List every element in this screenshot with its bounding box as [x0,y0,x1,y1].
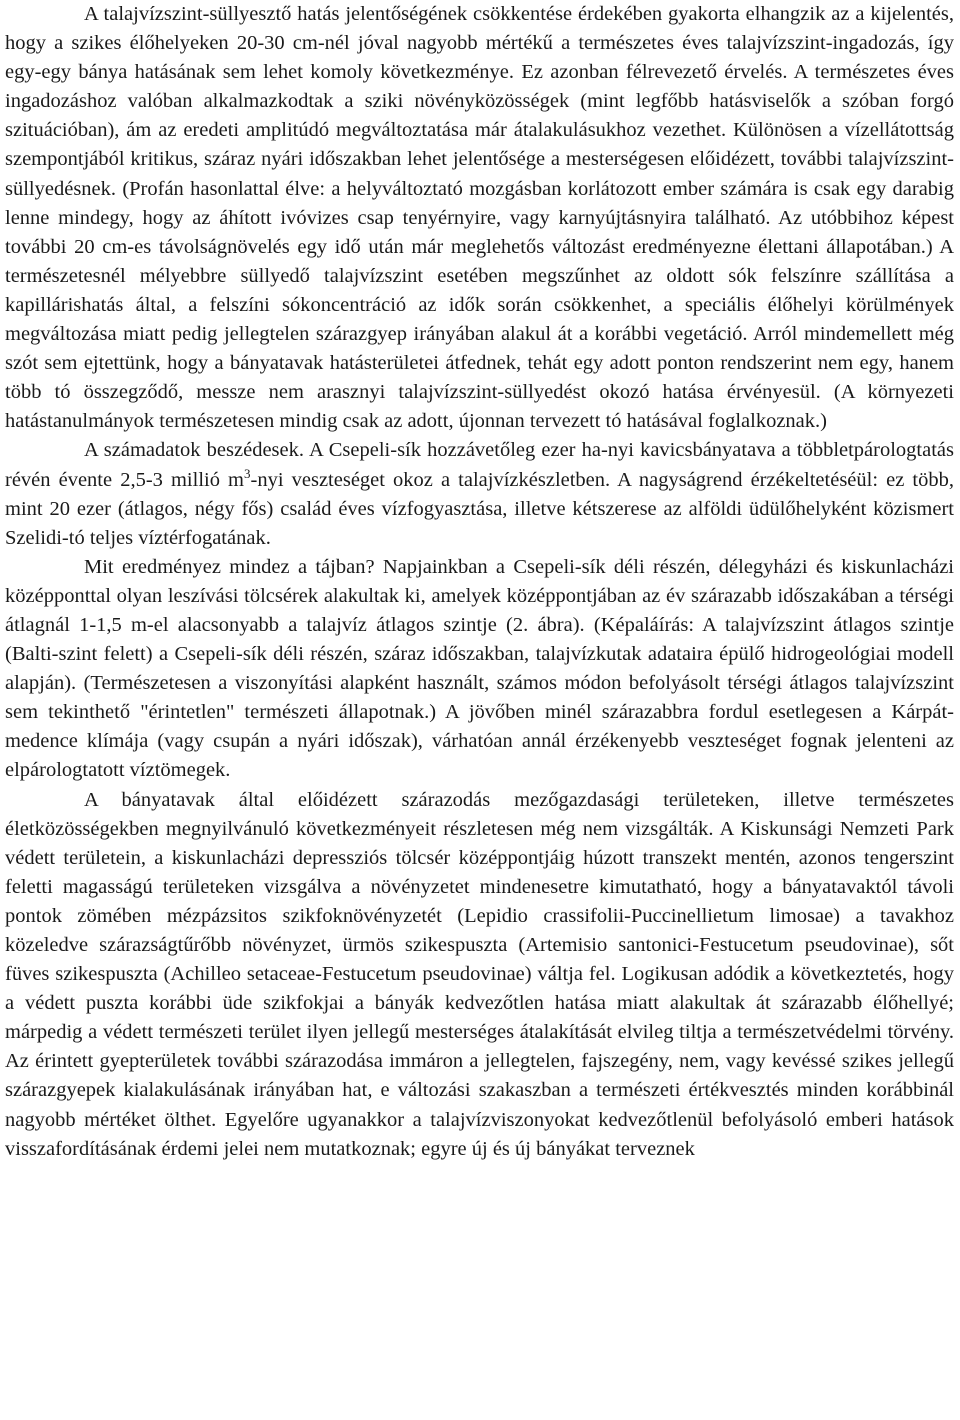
paragraph-figures-text-end: -nyi veszteséget okoz a talajvízkészletben. A nagyságrend érzékeltetéséül: ez több, mint 20 ezer (átlagos, négy fős) család éves vízfogyasztása, illetve kétszerese az alföldi üdülőhelyként közismert Szelidi-tó teljes víztérfogatának. [5,468,954,549]
paragraph-figures-text-start: A számadatok beszédesek. A Csepeli-sík hozzávetőleg ezer ha-nyi kavicsbányatava a többletpárologtatás révén évente 2,5-3 millió m [5,439,954,491]
paragraph-landscape-effects: Mit eredményez mindez a tájban? Napjainkban a Csepeli-sík déli részén, délegyházi és kiskunlacházi középponttal olyan leszívási tölcsérek alakultak ki, amelyek középpontjában az év szárazabb időszakában a térségi átlagnál 1-1,5 m-el alacsonyabb a talajvíz átlagos szintje (2. ábra). (Képaláírás: A talajvízszint átlagos szintje (Balti-szint felett) a Csepeli-sík déli részén, száraz időszakban, talajvízkutak adataira épülő hidrogeológiai modell alapján). (Természetesen a viszonyítási alapként használt, számos módon befolyásolt térségi átlagos talajvízszint sem tekinthető "érintetlen" természeti állapotnak.) A jövőben minél szárazabbra fordul esetlegesen a Kárpát-medence klímája (vagy csupán a nyári időszak), várhatóan annál érzékenyebb veszteséget fognak jelenteni az elpárologtatott víztömegek. [5,555,954,782]
paragraph-vegetation-effects: A bányatavak által előidézett szárazodás mezőgazdasági területeken, illetve természetes életközösségekben megnyilvánuló következményeit részletesen még nem vizsgálták. A Kiskunsági Nemzeti Park védett területein, a kiskunlacházi depressziós tölcsér középpontjáig húzott transzekt mentén, azonos tengerszint feletti magasságú területeken vizsgálva a növényzetet mindenesetre kimutatható, hogy a bányatavaktól távoli pontok zömében mézpázsitos szikfoknövényzetét (Lepidio crassifolii-Puccinellietum limosae) a tavakhoz közeledve szárazságtűrőbb növényzet, ürmös szikespuszta (Artemisio santonici-Festucetum pseudovinae), sőt füves szikespuszta (Achilleo setaceae-Festucetum pseudovinae) váltja fel. Logikusan adódik a következtetés, hogy a védett puszta korábbi üde szikfokjai a bányák kedvezőtlen hatása miatt alakultak át szárazabb élőhellyé; márpedig a védett természeti terület ilyen jellegű mesterséges átalakítását elvileg tiltja a természetvédelmi törvény. Az érintett gyepterületek további szárazodása immáron a jellegtelen, fajszegény, nem, vagy kevéssé szikes jellegű szárazgyepek kialakulásának irányában hat, e változási szakaszban a természeti értékvesztés minden korábbinál nagyobb mértéket ölthet. Egyelőre ugyanakkor a talajvízviszonyokat kedvezőtlenül befolyásoló emberi hatások visszafordításának érdemi jelei nem mutatkoznak; egyre új és új bányákat terveznek [5,788,954,1160]
paragraph-groundwater-fluctuation: A talajvízszint-süllyesztő hatás jelentőségének csökkentése érdekében gyakorta elhangzik az a kijelentés, hogy a szikes élőhelyeken 20-30 cm-nél jóval nagyobb mértékű a természetes éves talajvízszint-ingadozás, így egy-egy bánya hatásának sem lehet komoly következménye. Ez azonban félrevezető érvelés. A természetes éves ingadozáshoz valóban alkalmazkodtak a sziki növényközösségek (mint legfőbb hatásviselők a szóban forgó szituációban), ám az eredeti amplitúdó megváltoztatása már átalakulásukhoz vezethet. Különösen a vízellátottság szempontjából kritikus, száraz nyári időszakban lehet jelentősége a mesterségesen előidézett, további talajvízszint-süllyedésnek. (Profán hasonlattal élve: a helyváltoztató mozgásban korlátozott ember számára is csak egy darabig lenne mindegy, hogy az áhított ivóvizes csap tenyérnyire, vagy karnyújtásnyira található. Az utóbbihoz képest további 20 cm-es távolságnövelés egy idő után már meglehetős változást eredményezne élettani állapotában.) A természetesnél mélyebbre süllyedő talajvízszint esetében megszűnhet az oldott sók felszínre szállítása a kapillárishatás által, a felszíni sókoncentráció az idők során csökkenhet, a speciális élőhelyi körülmények megváltozása miatt pedig jellegtelen szárazgyep irányában alakul át a korábbi vegetáció. Arról mindemellett még szót sem ejtettünk, hogy a bányatavak hatásterületei átfednek, tehát egy adott ponton rendszerint nem egy, hanem több tó összegződő, messze nem arasznyi talajvízszint-süllyedést okozó hatása érvényesül. (A környezeti hatástanulmányok természetesen mindig csak az adott, újonnan tervezett tó hatásával foglalkoznak.) [5,3,954,433]
paragraph-figures [5,436,954,552]
cubic-superscript: 3 [244,465,251,481]
